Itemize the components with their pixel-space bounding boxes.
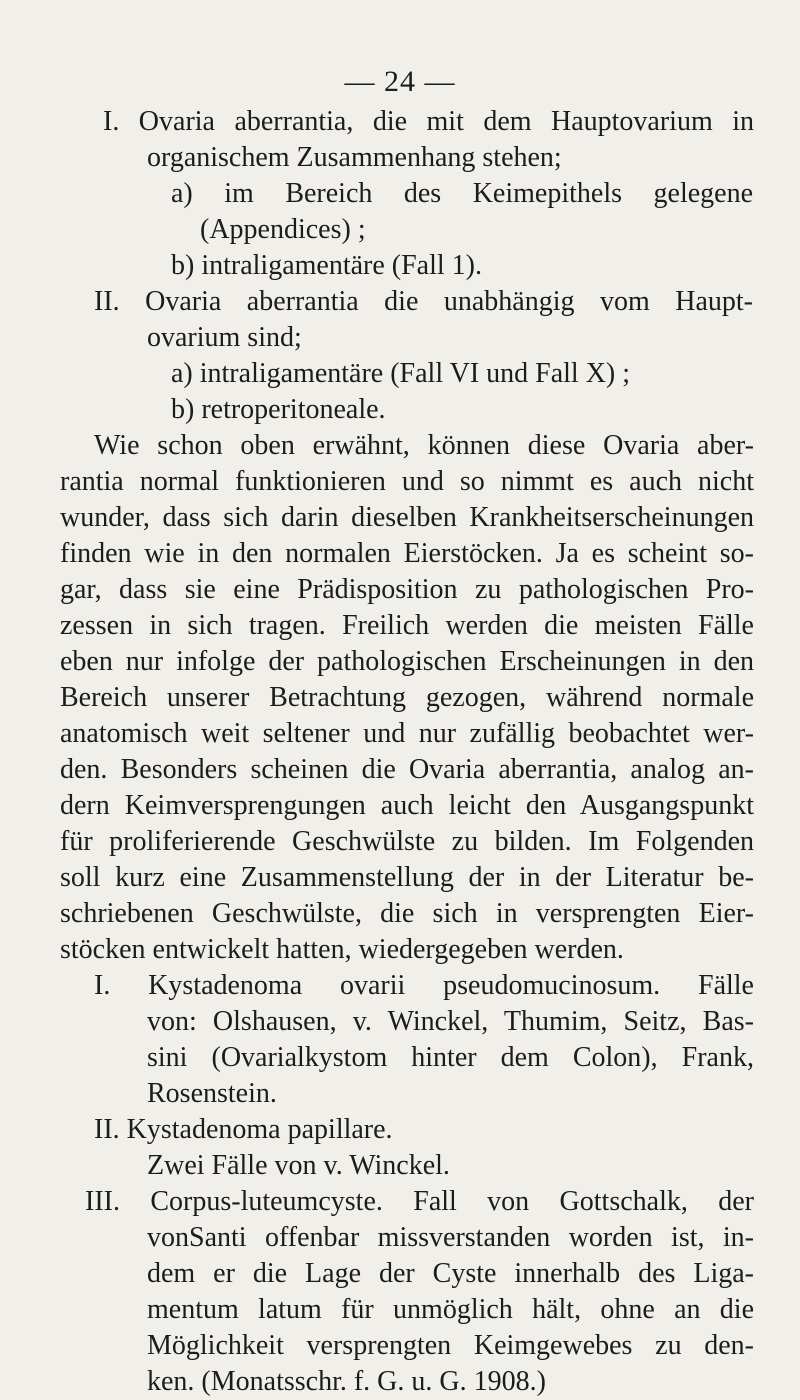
text-line: I. Ovaria aberrantia, die mit dem Hauptovarium in [103,106,754,137]
text-line: II. Kystadenoma papillare. [94,1114,393,1145]
text-line: von: Olshausen, v. Winckel, Thumim, Seitz, Bas- [147,1006,754,1037]
page-number: — 24 — [344,65,456,98]
text-line: Bereich unserer Betrachtung gezogen, während normale [60,682,754,713]
text-line: III. Corpus-luteumcyste. Fall von Gottschalk, der [85,1186,754,1217]
text-line: dern Keimversprengungen auch leicht den Ausgangspunkt [60,790,754,821]
text-line: a) intraligamentäre (Fall VI und Fall X) ; [171,358,631,389]
text-line: I. Kystadenoma ovarii pseudomucinosum. Fälle [94,970,754,1001]
text-line: Wie schon oben erwähnt, können diese Ovaria aber- [94,430,754,461]
text-line: schriebenen Geschwülste, die sich in versprengten Eier- [60,898,754,929]
text-line: anatomisch weit seltener und nur zufällig beobachtet wer- [60,718,754,749]
text-line: mentum latum für unmöglich hält, ohne an die [147,1294,754,1325]
text-line: gar, dass sie eine Prädisposition zu pathologischen Pro- [60,574,754,605]
text-line: stöcken entwickelt hatten, wiedergegeben werden. [60,934,624,965]
text-line: soll kurz eine Zusammenstellung der in der Literatur be- [60,862,754,893]
text-line: Möglichkeit versprengten Keimgewebes zu den- [147,1330,754,1361]
text-line: dem er die Lage der Cyste innerhalb des Liga- [147,1258,754,1289]
text-line: finden wie in den normalen Eierstöcken. Ja es scheint so- [60,538,754,569]
text-line: a) im Bereich des Keimepithels gelegene [171,178,753,209]
text-line: ovarium sind; [147,322,302,353]
text-line: organischem Zusammenhang stehen; [147,142,562,173]
text-line: ken. (Monatsschr. f. G. u. G. 1908.) [147,1366,546,1397]
text-line: b) intraligamentäre (Fall 1). [171,250,482,281]
text-line: für proliferierende Geschwülste zu bilden. Im Folgenden [60,826,754,857]
text-line: den. Besonders scheinen die Ovaria aberrantia, analog an- [60,754,754,785]
text-line: zessen in sich tragen. Freilich werden die meisten Fälle [60,610,754,641]
text-line: rantia normal funktionieren und so nimmt es auch nicht [60,466,754,497]
text-line: Rosenstein. [147,1078,277,1109]
text-line: b) retroperitoneale. [171,394,386,425]
text-line: sini (Ovarialkystom hinter dem Colon), Frank, [147,1042,754,1073]
text-line: (Appendices) ; [200,214,366,245]
text-line: wunder, dass sich darin dieselben Krankheitserscheinungen [60,502,754,533]
text-line: vonSanti offenbar missverstanden worden ist, in- [147,1222,754,1253]
text-line: II. Ovaria aberrantia die unabhängig vom Haupt- [94,286,753,317]
text-line: Zwei Fälle von v. Winckel. [147,1150,450,1181]
text-line: eben nur infolge der pathologischen Erscheinungen in den [60,646,754,677]
